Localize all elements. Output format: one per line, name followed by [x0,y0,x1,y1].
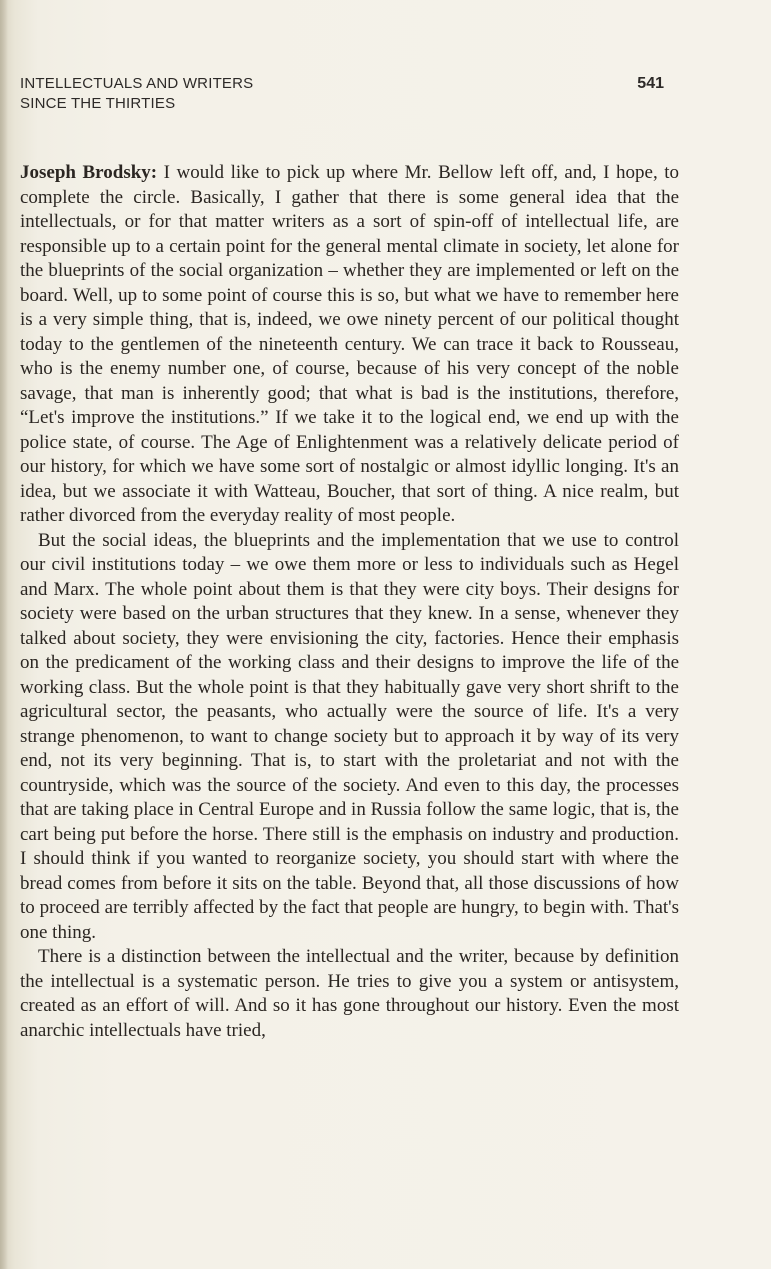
paragraph-1-text: I would like to pick up where Mr. Bellow left off, and, I hope, to complete the circle. Basically, I gather that there is some general idea that the intellectuals, or for that matter writers as a sort of spin-off of intellectual life, are responsible up to a certain point for the general mental climate in society, let alone for the blueprints of the social organization – whether they are implemented or left on the board. Well, up to some point of course this is so, but what we have to remember here is a very simple thing, that is, indeed, we owe ninety percent of our political thought today to the gentlemen of the nineteenth century. We can trace it back to Rousseau, who is the enemy number one, of course, because of his very concept of the noble savage, that man is inherently good; that what is bad is the institutions, therefore, “Let's improve the institutions.” If we take it to the logical end, we end up with the police state, of course. The Age of Enlightenment was a relatively delicate period of our history, for which we have some sort of nostalgic or almost idyllic longing. It's an idea, but we associate it with Watteau, Boucher, that sort of thing. A nice realm, but rather divorced from the everyday reality of most people. [20,162,680,526]
page-edge [0,0,8,1269]
running-head-title: INTELLECTUALS AND WRITERS SINCE THE THIRTIES [20,75,254,112]
paragraph-1 [20,161,679,529]
page-number: 541 [637,75,664,92]
body-text [20,161,679,1043]
speaker-name: Joseph Brodsky: [20,162,158,183]
paragraph-3: There is a distinction between the intellectual and the writer, because by definition the intellectual is a systematic person. He tries to give you a system or antisystem, created as an effort of will. And so it has gone throughout our history. Even the most anarchic intellectuals have tried, [20,946,679,1041]
running-head [20,74,664,114]
paragraph-2: But the social ideas, the blueprints and the implementation that we use to control our civil institutions today – we owe them more or less to individuals such as Hegel and Marx. The whole point about them is that they were city boys. Their designs for society were based on the urban structures that they knew. In a sense, whenever they talked about society, they were envisioning the city, factories. Hence their emphasis on the predicament of the working class and their designs to improve the life of the working class. But the whole point is that they habitually gave very short shrift to the agricultural sector, the peasants, who actually were the source of life. It's a very strange phenomenon, to want to change society but to approach it by way of its very end, not its very beginning. That is, to start with the proletariat and not with the countryside, which was the source of the society. And even to this day, the processes that are taking place in Central Europe and in Russia follow the same logic, that is, the cart being put before the horse. There still is the emphasis on industry and production. I should think if you wanted to reorganize society, you should start with where the bread comes from before it sits on the table. Beyond that, all those discussions of how to proceed are terribly affected by the fact that people are hungry, to begin with. That's one thing. [20,529,679,943]
